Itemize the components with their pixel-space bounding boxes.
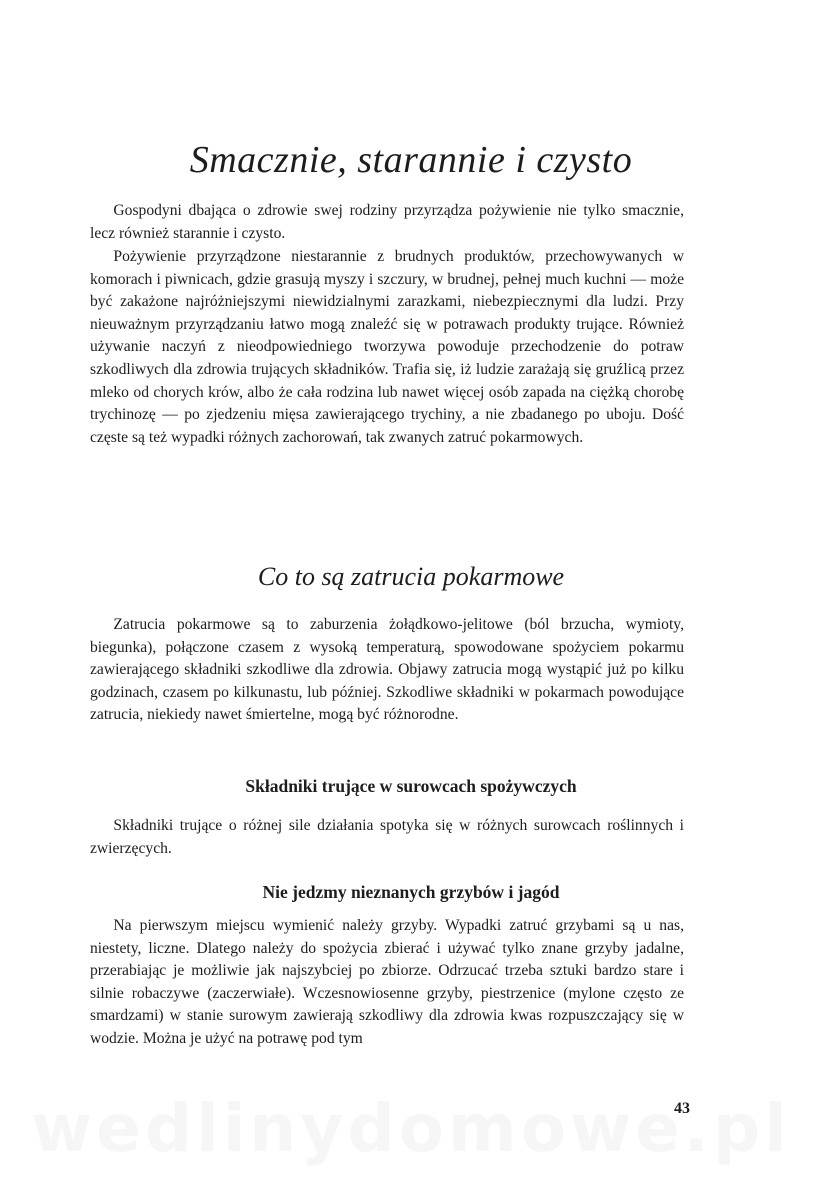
section-heading-food-poisoning: Co to są zatrucia pokarmowe bbox=[257, 562, 565, 591]
section-paragraph-food-poisoning: Zatrucia pokarmowe są to zaburzenia żołądkowo-jelitowe (ból brzucha, wymioty, biegunka), połączone czasem z wysoką temperaturą, spowodowane spożyciem pokarmu zawierającego składniki szkodliwe dla zdrowia. Objawy zatrucia mogą wystąpić już po kilku godzinach, czasem po kilkunastu, lub później. Szkodliwe składniki w pokarmach powodujące zatrucia, niekiedy nawet śmiertelne, mogą być różnorodne. bbox=[90, 616, 684, 724]
page-number: 43 bbox=[674, 1100, 690, 1117]
section-paragraph-toxic-ingredients: Składniki trujące o różnej sile działania spotyka się w różnych surowcach roślinnych i zwierzęcych. bbox=[90, 817, 684, 857]
intro-paragraph-1: Gospodyni dbająca o zdrowie swej rodziny przyrządza pożywienie nie tylko smacznie, lecz również starannie i czysto. bbox=[90, 202, 684, 242]
section-paragraph-mushrooms: Na pierwszym miejscu wymienić należy grzyby. Wypadki zatruć grzybami są u nas, niestety, liczne. Dlatego należy do spożycia zbierać i używać tylko znane grzyby jadalne, przerabiając je możliwie jak najszybciej po zbiorze. Odrzucać trzeba sztuki bardzo stare i silnie robaczywe (zaczerwiałe). Wczesnowiosenne grzyby, piestrzenice (mylone często ze smardzami) w stanie surowym zawierają szkodliwy dla zdrowia kwas rozpuszczający się w wodzie. Można je użyć na potrawę pod tym bbox=[90, 917, 684, 1047]
section-heading-mushrooms: Nie jedzmy nieznanych grzybów i jagód bbox=[262, 882, 560, 902]
page-title: Smacznie, starannie i czysto bbox=[189, 139, 633, 181]
watermark bbox=[0, 1090, 822, 1167]
section-heading-toxic-ingredients: Składniki trujące w surowcach spożywczych bbox=[245, 776, 577, 796]
intro-paragraph-2: Pożywienie przyrządzone niestarannie z brudnych produktów, przechowywanych w komorach i piwnicach, gdzie grasują myszy i szczury, w brudnej, pełnej much kuchni — może być zakażone najróżniejszymi niewidzialnymi zarazkami, niebezpiecznymi dla ludzi. Przy nieuważnym przyrządzaniu łatwo mogą znaleźć się w potrawach produkty trujące. Również używanie naczyń z nieodpowiedniego tworzywa powoduje przechodzenie do potraw szkodliwych dla zdrowia trujących składników. Trafia się, iż ludzie zarażają się gruźlicą przez mleko od chorych krów, albo że cała rodzina lub nawet więcej osób zapada na ciężką chorobę trychinozę — po zjedzeniu mięsa zawierającego trychiny, a nie zbadanego po uboju. Dość częste są też wypadki różnych zachorowań, tak zwanych zatruć pokarmowych. bbox=[90, 248, 684, 446]
